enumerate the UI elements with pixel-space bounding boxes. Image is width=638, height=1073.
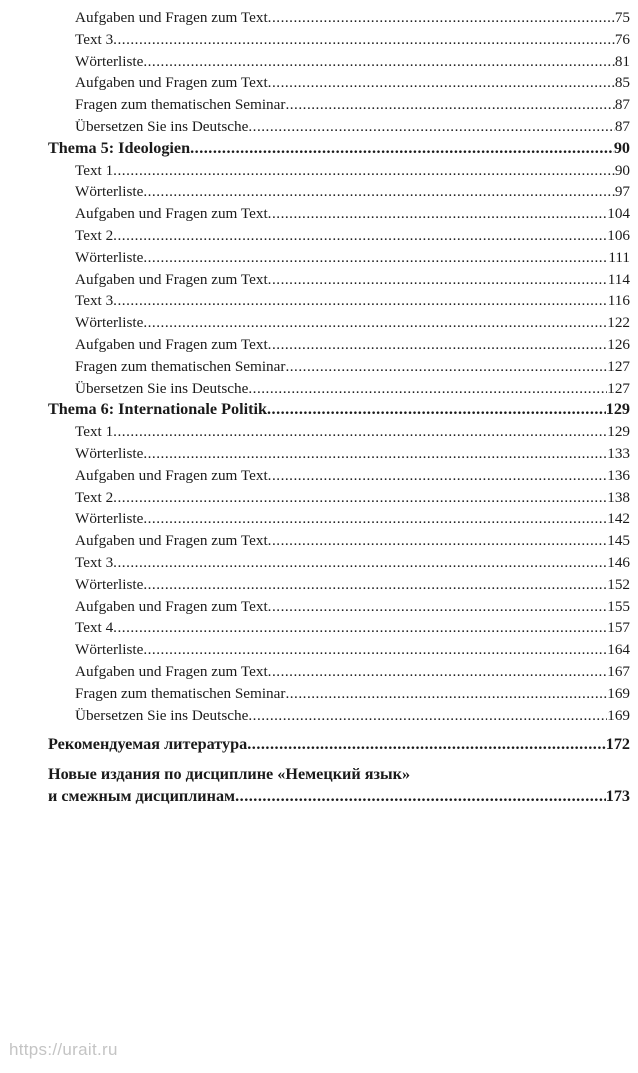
toc-entry-title-line1: Новые издания по дисциплине «Немецкий язык» <box>48 765 411 784</box>
toc-page-number: 76 <box>614 30 630 48</box>
dot-leader <box>143 181 614 203</box>
toc-entry <box>48 661 630 683</box>
toc-entry-title: Fragen zum thematischen Seminar <box>75 684 286 702</box>
dot-leader <box>143 443 607 465</box>
toc-page-number: 90 <box>614 161 630 179</box>
toc-page-number: 129 <box>607 423 630 441</box>
toc-entry <box>48 617 630 639</box>
dot-leader <box>113 290 608 312</box>
toc-entry <box>48 7 630 29</box>
table-of-contents <box>48 7 630 808</box>
toc-page-number: 146 <box>607 553 630 571</box>
dot-leader <box>267 399 606 421</box>
dot-leader <box>268 530 608 552</box>
toc-entry-title: Wörterliste <box>75 641 144 659</box>
toc-entry-title: Fragen zum thematischen Seminar <box>75 96 286 114</box>
dot-leader <box>248 705 607 727</box>
toc-page-number: 152 <box>607 575 630 593</box>
toc-entry <box>48 530 630 552</box>
toc-entry-title: Text 1 <box>75 161 114 179</box>
toc-page-number: 169 <box>607 684 630 702</box>
toc-page-number: 90 <box>613 138 630 157</box>
toc-page-number: 172 <box>605 735 630 754</box>
toc-page-number: 145 <box>607 532 630 550</box>
toc-entry-title: Aufgaben und Fragen zum Text <box>75 662 268 680</box>
toc-entry <box>48 203 630 225</box>
toc-page-number: 129 <box>605 400 630 419</box>
toc-page-number: 142 <box>607 510 630 528</box>
dot-leader <box>113 421 607 443</box>
toc-entry-title: Aufgaben und Fragen zum Text <box>75 532 268 550</box>
toc-chapter-entry <box>48 786 630 808</box>
toc-entry-title: Wörterliste <box>75 52 144 70</box>
toc-page-number: 122 <box>607 314 630 332</box>
dot-leader <box>143 312 607 334</box>
toc-page-number: 106 <box>607 226 630 244</box>
toc-entry <box>48 552 630 574</box>
toc-entry-title: Wörterliste <box>75 183 144 201</box>
toc-entry <box>48 94 630 116</box>
toc-entry-title: Übersetzen Sie ins Deutsche <box>75 117 249 135</box>
toc-chapter-entry <box>48 399 630 421</box>
dot-leader <box>268 465 608 487</box>
dot-leader <box>268 203 608 225</box>
toc-entry-title: Aufgaben und Fragen zum Text <box>75 466 268 484</box>
toc-entry <box>48 181 630 203</box>
toc-entry-title: Wörterliste <box>75 314 144 332</box>
toc-page-number: 164 <box>607 641 630 659</box>
toc-entry-title: Fragen zum thematischen Seminar <box>75 357 286 375</box>
toc-chapter-entry <box>48 734 630 756</box>
toc-chapter-entry-multiline <box>48 764 630 808</box>
dot-leader <box>268 269 608 291</box>
watermark: https://urait.ru <box>9 1040 118 1059</box>
toc-entry <box>48 269 630 291</box>
dot-leader <box>235 786 606 808</box>
dot-leader <box>285 683 607 705</box>
dot-leader <box>113 160 615 182</box>
dot-leader <box>268 334 608 356</box>
toc-entry-title: Wörterliste <box>75 248 144 266</box>
toc-entry-title: Wörterliste <box>75 444 144 462</box>
toc-entry <box>48 421 630 443</box>
toc-entry-title: Aufgaben und Fragen zum Text <box>75 205 268 223</box>
toc-entry-title: Text 4 <box>75 619 114 637</box>
toc-page-number: 127 <box>607 379 630 397</box>
toc-page-number: 126 <box>607 335 630 353</box>
toc-entry-title: и смежным дисциплинам <box>48 786 236 805</box>
dot-leader <box>268 72 615 94</box>
dot-leader <box>247 734 605 756</box>
toc-entry <box>48 29 630 51</box>
toc-entry-title: Text 3 <box>75 292 114 310</box>
toc-page-number: 157 <box>607 619 630 637</box>
dot-leader <box>268 596 608 618</box>
toc-entry <box>48 356 630 378</box>
toc-entry <box>48 443 630 465</box>
dot-leader <box>113 552 607 574</box>
dot-leader <box>143 639 607 661</box>
toc-entry-title: Thema 6: Internationale Politik <box>48 400 267 419</box>
toc-page-number: 155 <box>607 597 630 615</box>
toc-entry <box>48 116 630 138</box>
dot-leader <box>113 487 607 509</box>
dot-leader <box>143 247 608 269</box>
toc-entry <box>48 596 630 618</box>
toc-entry-title: Wörterliste <box>75 510 144 528</box>
toc-page-number: 167 <box>607 662 630 680</box>
toc-entry <box>48 378 630 400</box>
toc-page-number: 81 <box>614 52 630 70</box>
toc-page-number: 138 <box>607 488 630 506</box>
dot-leader <box>268 7 615 29</box>
toc-page-number: 133 <box>607 444 630 462</box>
dot-leader <box>143 574 607 596</box>
toc-page-number: 87 <box>614 96 630 114</box>
toc-entry-title: Text 1 <box>75 423 114 441</box>
dot-leader <box>285 356 607 378</box>
dot-leader <box>268 661 608 683</box>
toc-page-number: 116 <box>607 292 630 310</box>
toc-entry-title: Рекомендуемая литература <box>48 735 248 754</box>
toc-page-number: 111 <box>608 248 630 266</box>
toc-entry <box>48 225 630 247</box>
toc-entry <box>48 312 630 334</box>
toc-entry <box>48 290 630 312</box>
toc-entry <box>48 487 630 509</box>
toc-entry <box>48 247 630 269</box>
toc-entry-title: Übersetzen Sie ins Deutsche <box>75 379 249 397</box>
toc-entry-title: Text 3 <box>75 553 114 571</box>
toc-entry-title: Aufgaben und Fragen zum Text <box>75 335 268 353</box>
dot-leader <box>248 378 607 400</box>
toc-page-number: 104 <box>607 205 630 223</box>
toc-entry <box>48 334 630 356</box>
toc-entry <box>48 51 630 73</box>
toc-entry <box>48 683 630 705</box>
toc-page-number: 75 <box>614 9 630 26</box>
dot-leader <box>113 29 615 51</box>
toc-entry <box>48 574 630 596</box>
toc-entry-title: Aufgaben und Fragen zum Text <box>75 270 268 288</box>
toc-entry-title: Text 2 <box>75 226 114 244</box>
toc-entry-title: Aufgaben und Fragen zum Text <box>75 74 268 92</box>
dot-leader <box>143 51 614 73</box>
dot-leader <box>113 617 607 639</box>
toc-entry-title: Thema 5: Ideologien <box>48 138 191 157</box>
toc-entry-title: Aufgaben und Fragen zum Text <box>75 9 268 26</box>
dot-leader <box>248 116 614 138</box>
toc-chapter-entry <box>48 138 630 160</box>
toc-page-number: 127 <box>607 357 630 375</box>
toc-entry-title: Wörterliste <box>75 575 144 593</box>
toc-entry <box>48 705 630 727</box>
dot-leader <box>113 225 607 247</box>
toc-entry <box>48 72 630 94</box>
toc-entry <box>48 160 630 182</box>
toc-entry <box>48 639 630 661</box>
dot-leader <box>285 94 614 116</box>
toc-page-number: 87 <box>614 117 630 135</box>
toc-entry-title: Text 3 <box>75 30 114 48</box>
toc-page-number: 114 <box>607 270 630 288</box>
toc-page-number: 85 <box>614 74 630 92</box>
toc-page-number: 97 <box>614 183 630 201</box>
toc-page-number: 173 <box>605 786 630 805</box>
toc-entry <box>48 465 630 487</box>
toc-page-number: 136 <box>607 466 630 484</box>
toc-page-number: 169 <box>607 706 630 724</box>
toc-entry-title: Text 2 <box>75 488 114 506</box>
toc-entry-title: Übersetzen Sie ins Deutsche <box>75 706 249 724</box>
toc-entry <box>48 508 630 530</box>
toc-entry-title: Aufgaben und Fragen zum Text <box>75 597 268 615</box>
dot-leader <box>190 138 614 160</box>
dot-leader <box>143 508 607 530</box>
